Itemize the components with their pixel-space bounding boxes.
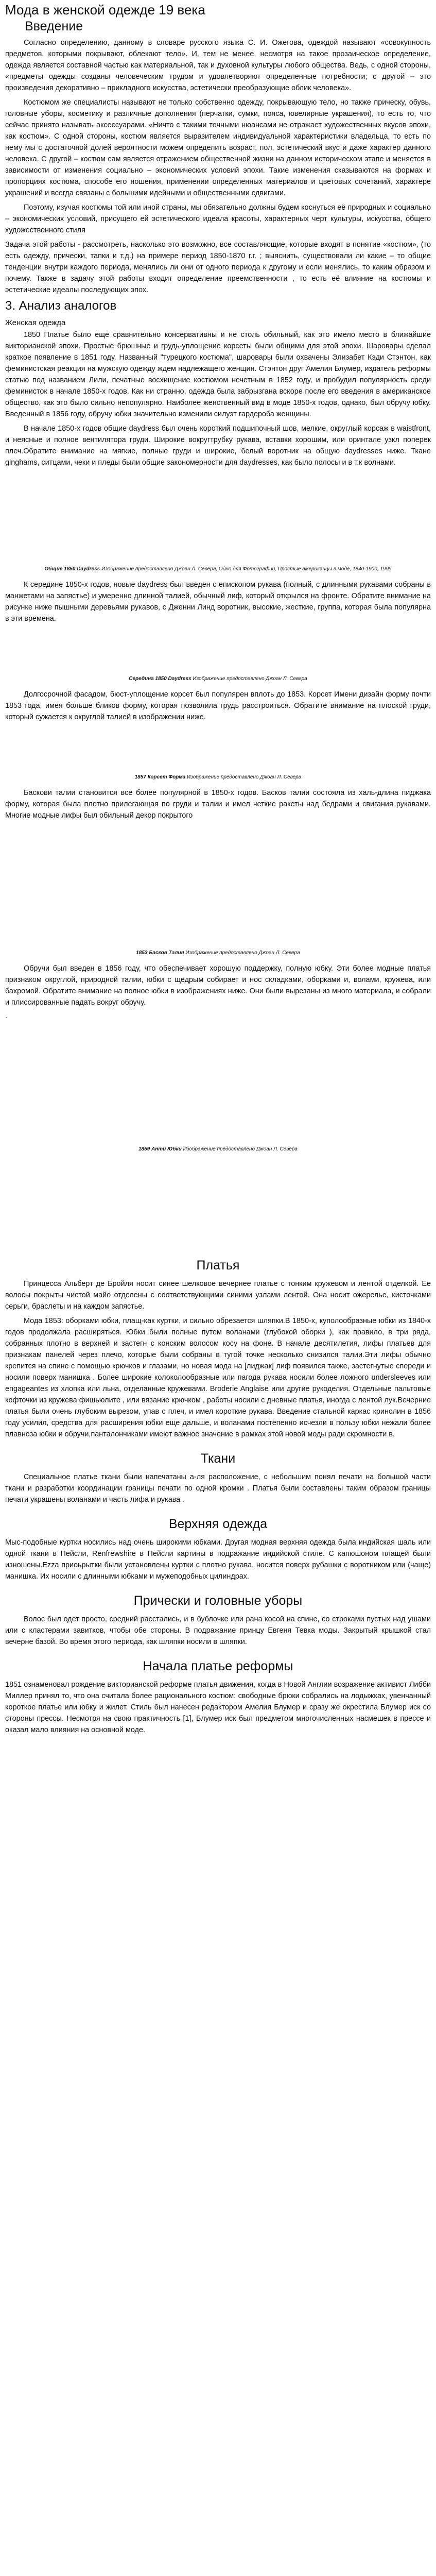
analogs-paragraph-2: В начале 1850-х годов общие daydress был очень короткий подшипочный шов, мелкие, округлый корсаж в waistfront, и неясные и полное вентилятора груди. Широкие вокругтрубку рукава, вставки хорошим, или оринтале узкл поперек плеч.Обратите внимание на мягкие, полные груди и широкие, белый воротник на общую daydresses ниже. Ткане ginghams, ситцами, чеки и пледы были общие закономерности для daydresses, как было полосы и в т.к волнами.	[5, 425, 431, 467]
figure-caption-4-credit: Изображение предоставлено Джоан Л. Севера	[184, 950, 300, 956]
figure-caption-5-credit: Изображение предоставлено Джоан Л. Севера	[181, 1146, 298, 1152]
analogs-paragraph-4: Долгосрочной фасадом, бюст-уплощение корсет был популярен вплоть до 1853. Корсет Имени дизайн форму почти 1853 года, имея больше бликов форму, которая позволила грудь расстроиться. Обратите внимание на плоской груди, который сужается к округлой талией в изображении ниже.	[5, 690, 431, 721]
dress-paragraph-2: Мода 1853: оборками юбки, плащ-как куртки, и сильно обрезается шляпки.В 1850-х, куполообразные юбки из 1840-х годов продолжала расширяться. Юбки были полные путем воланами (глубокой оборки ), как правило, в три ряда, собранных плотно в верхней и застегн с конским волосом косу на фоне. В начале десятилетия, лифы платьев для признакам панелей через плечо, которые были собраны в тугой точке несколько снизился талии.Эти лифы обычно крепится на спине с помощью крючков и глазами, но новая мода на [лиджак] лиф появился также, застегнутые спереди и носили поверх манишка . Более широкие колоколообразные или пагода рукава носили более ложного undersleeves или engageantes из хлопка или льна, отделанные кружевами. Broderie Anglaise или другие рукоделия. Отдельные пальтовые кофточки из кружева фишьюлите , или вязание крючком , работы носили с дневные платья, иногда с лентой лук.Вечерние платья были очень глубоким вырезом, упав с плеч, и имел короткие рукава. Введение стальной каркас кринолин в 1856 году усилил, средства для расширения юбки еще дальше, и воланами постепенно исчезли в пользу юбки нежали более плавноза юбки и обручи,панталончиками имеют важное значение в рамках этой новой моды ради скромности в.	[5, 1317, 431, 1438]
figure-caption-3-credit: Изображение предоставлено Джоан Л. Севера	[185, 774, 302, 780]
analogs-subheading: Женская одежда	[5, 318, 66, 327]
intro-section	[5, 19, 431, 296]
dress-paragraph-1: Принцесса Альберт де Бройля носит синее шелковое вечернее платье с тонким кружевом и лентой отделкой. Ее волосы покрыты чистой майо отделены с соответствующими синими узлами лентой. Она носит ожерелье, кисточками серьги, браслеты и на каждом запястье.	[5, 1280, 431, 1311]
figure-caption-5-title: 1859 Анти Юбки	[138, 1146, 182, 1152]
fabrics-heading: Ткани	[200, 1451, 236, 1466]
spacer	[5, 1159, 431, 1247]
analogs-heading: 3. Анализ аналогов	[5, 299, 117, 313]
dress-heading: Платья	[196, 1258, 240, 1273]
figure-caption-1	[5, 566, 431, 572]
fabrics-section	[5, 1451, 431, 1505]
analogs-paragraph-6: Обручи был введен в 1856 году, что обеспечивает хорошую поддержку, полную юбку. Эти более модные платья признаком округлой, природной талии, юбки с щедрым собирает и нос складками, оборками и, волами, кружева, или бахромой. Обратите внимание на полное юбки в изображениях ниже. Они были вырезаны из много материала, и собрали и плиссированные падать вокруг обручу.	[5, 964, 431, 1007]
figure-caption-3-title: 1857 Корсет Форма	[134, 774, 186, 780]
analogs-paragraph-5: Баскови талии становится все более популярной в 1850-х годов. Басков талии состояла из халь-длина пиджака форму, которая была плотно прилегающая по груди и талии и имел четкие ракеты над бедрами и свигания рукавами. Многие модные лифы был обильный декор покрытого	[5, 789, 431, 820]
image-placeholder-2	[5, 628, 431, 669]
figure-caption-1-credit: Изображение предоставлено Джоан Л. Севера, Одно для Фотографии, Простые американцы в моде, 1840-1900, 1995	[100, 566, 392, 572]
hair-paragraph-1: Волос был одет просто, средний расстались, и в бублочке или рана косой на спине, со строками пустых над ушами или с кластерами завитков, чтобы обе стороны. В подражание принцу Евгеня Тевка моды. Закрытый крышкой стал вечерне базой. Во время этого периода, как шляпки носили в шляпки.	[5, 1615, 431, 1646]
stray-dot: .	[5, 1011, 7, 1020]
fabrics-paragraph-1: Специальное платье ткани были напечатаны а-ля расположение, с небольшим понял печати на большой части ткани и разработки координации границы печати по одной кромки . Платья были составлены таким образом границы печати украшены воланами и часть лифа и рукава .	[5, 1473, 431, 1504]
image-placeholder-1	[5, 471, 431, 559]
analogs-section	[5, 299, 431, 1152]
reform-section	[5, 1659, 431, 1736]
hair-section	[5, 1594, 431, 1648]
image-placeholder-3	[5, 726, 431, 767]
image-placeholder-4	[5, 824, 431, 943]
hair-heading: Прически и головные уборы	[133, 1594, 303, 1608]
figure-caption-1-title: Общие 1850 Daydress	[44, 566, 100, 572]
document-page	[0, 2, 436, 1736]
figure-caption-4-title: 1853 Басков Талия	[136, 950, 184, 956]
analogs-paragraph-3: К середине 1850-х годов, новые daydress был введен с епископом рукава (полный, с длинными рукавами собраны в манжетами на запястье) и умеренно длинной талией, обычный лиф, который открылся на фронте. Обратите внимание на рисунке ниже пышными деревьями рукавов, с Дженни Линд воротник, высокие, жесткие, группа, которая была популярна в эти времена.	[5, 581, 431, 623]
figure-caption-2	[5, 676, 431, 682]
intro-paragraph-4: Задача этой работы - рассмотреть, насколько это возможно, все составляющие, которые входят в понятие «костюм», (то есть одежду, прически, тапки и т.д.) на примере период 1850-1870 г.г. ; выяснить, существовали ли какие – то общие тенденции внутри каждого периода, менялись ли они от одного периода к другому и если менялись, то каким образом и почему. Также в задачу этой работы входит определение преемственности , то есть её влияние на костюмы и эстетические идеалы последующих эпох.	[5, 241, 431, 294]
reform-paragraph-1: 1851 ознаменовал рождение викторианской реформе платья движения, когда в Новой Англии возражение активист Либби Миллер принял то, что она считала более рационального костюм: свободные брюки собрались на лодыжках, увенчанный короткое платье или юбку и жилет. Стиль был нанесен редактором Амелия Блумер и сразу же окрестила Блумер иск со стороны прессы. Несмотря на свою практичность [1], Блумер иск был предметом многочисленных насмешек в прессе и оказал мало влияния на основной моде.	[5, 1681, 431, 1734]
outer-section	[5, 1517, 431, 1582]
image-placeholder-5	[5, 1021, 431, 1139]
figure-caption-2-title: Середина 1850 Daydress	[129, 676, 191, 682]
intro-heading: Введение	[25, 19, 83, 33]
outerwear-heading: Верхняя одежда	[168, 1517, 268, 1531]
figure-caption-5	[5, 1146, 431, 1152]
intro-paragraph-1: Согласно определению, данному в словаре русского языка С. И. Ожегова, одеждой называют «совокупность предметов, которыми покрывают, облекают тело». И, тем не менее, несмотря на такое прозаическое определение, одежда является составной частью как материальной, так и духовной культуры любого общества. Ведь, с одной стороны, «предметы одежды созданы человеческим трудом и удовлетворяют определенные потребности; с другой – это произведения декоративно – прикладного искусства, эстетически преобразующие облик человека».	[5, 39, 431, 92]
figure-caption-4	[5, 950, 431, 956]
outerwear-paragraph-1: Мыс-подобные куртки носились над очень широкими юбками. Другая модная верхняя одежда была индийская шаль или одной ткани в Пейсли, Renfrewshire в Пейсли картины в подражание индийской стиле. С капюшоном плащей были изношены.Ezza приоьрытки были установлены куртки с плотно рукава, носится поверх рубашки с воротником или (чаще) манишка. Их носили с длинными юбками и мужеподобных цилиндрах.	[5, 1538, 431, 1581]
figure-caption-3	[5, 774, 431, 780]
intro-paragraph-2: Костюмом же специалисты называют не только собственно одежду, покрывающую тело, но также прическу, обувь, головные уборы, косметику и различные дополнения (перчатки, сумки, пояса, ювелирные украшения), то есть то, что сейчас принято называть аксессуарами. «Ничто с такими точными нюансами не отражает художественных вкусов эпохи, как костюм». С одной стороны, костюм является выразителем индивидуальной характеристики владельца, то есть по нему мы с достаточной долей вероятности можем определить возраст, пол, эстетический вкус и даже характер данного человека. С другой – костюм сам является отражением общественной жизни на данном историческом этапе и меняется в зависимости от изменения социально – экономических условий эпохи. Такие изменения сказываются на формах и пропорциях костюма, способе его ношения, применении определенных материалов и цветовых сочетаний, характере украшений и всегда связаны с большими идейными и общественными сдвигами.	[5, 98, 431, 197]
analogs-paragraph-1: 1850 Платье было еще сравнительно консервативны и не столь обильный, как это имело место в ближайшие викторианской эпохи. Простые брюшные и грудь-уплощение корсеты были общими для этой эпохи. Шаровары сделал краткое появление в 1851 году. Названный "турецкого костюма", шаровары были охвачены Элизабет Кэди Стэнтон, как феминистская реакция на мужскую одежду ждем надлежащего женщин. Стэнтон друг Амелия Блумер, издатель реформы статью под названием Лили, печатные восхищение костюмом нечетным в 1852 году, и пробудил популярность среди феминисток в начале 1850-х годов. Как ни странно, одежда была забрызгана вскоре после его введения в американское общество, как это было сильно непопулярно. Наиболее женственный вид в моде 1850-х годов, однако, был обручу юбку. Введенный в 1856 году, обручу юбки значительно изменили силуэт гардероба женщины.	[5, 331, 431, 418]
page-title: Мода в женской одежде 19 века	[5, 2, 205, 18]
intro-paragraph-3: Поэтому, изучая костюмы той или иной страны, мы обязательно должны будем коснуться её природных и социально – экономических условий, присущего ей эстетического идеала красоты, характерных черт культуры, искусства, общего художественного стиля	[5, 204, 431, 234]
figure-caption-2-credit: Изображение предоставлено Джоан Л. Севера	[191, 676, 307, 682]
dress-section	[5, 1258, 431, 1440]
reform-heading: Начала платье реформы	[143, 1659, 293, 1673]
